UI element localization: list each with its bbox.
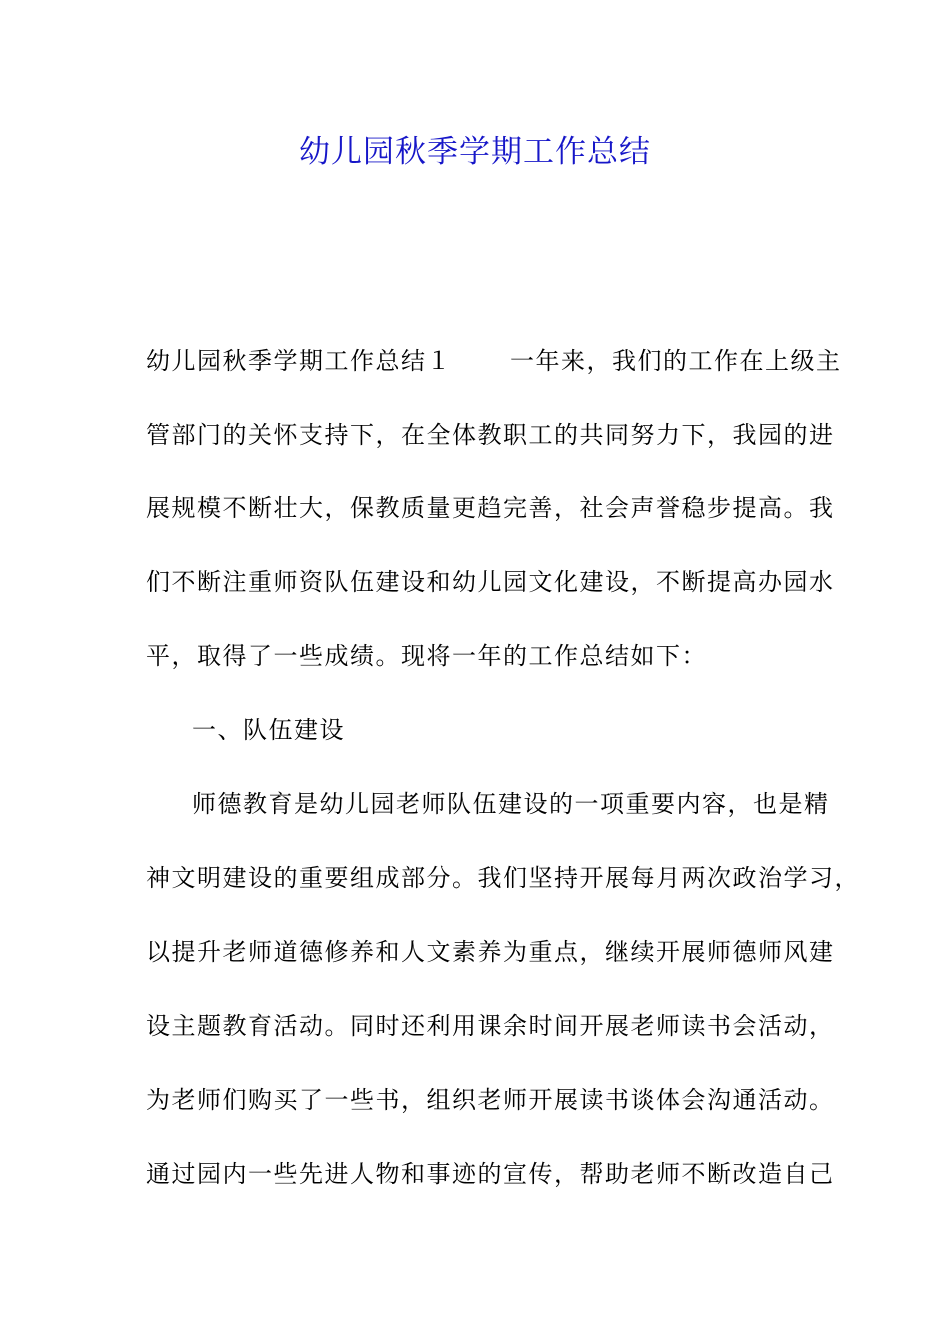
paragraph-line: 平，取得了一些成绩。现将一年的工作总结如下： [146,642,707,670]
paragraph-line: 展规模不断壮大，保教质量更趋完善，社会声誉稳步提高。我 [146,494,835,522]
paragraph-text: 一年来，我们的工作在上级主 [510,347,842,375]
document-title: 幼儿园秋季学期工作总结 [299,134,651,170]
paragraph-line: 为老师们购买了一些书，组织老师开展读书谈体会沟通活动。 [146,1086,835,1114]
paragraph-line: 神文明建设的重要组成部分。我们坚持开展每月两次政治学习， [146,864,860,892]
section-heading: 一、队伍建设 [192,716,345,744]
paragraph-line: 管部门的关怀支持下，在全体教职工的共同努力下，我园的进 [146,421,835,449]
paragraph-line [146,341,842,381]
paragraph-line: 师德教育是幼儿园老师队伍建设的一项重要内容，也是精 [192,790,830,818]
paragraph-line: 以提升老师道德修养和人文素养为重点，继续开展师德师风建 [146,938,835,966]
paragraph-line: 设主题教育活动。同时还利用课余时间开展老师读书会活动， [146,1012,835,1040]
paragraph-line: 们不断注重师资队伍建设和幼儿园文化建设，不断提高办园水 [146,568,835,596]
section-heading-inline: 幼儿园秋季学期工作总结１ [146,347,452,375]
paragraph-line: 通过园内一些先进人物和事迹的宣传，帮助老师不断改造自己 [146,1160,835,1188]
